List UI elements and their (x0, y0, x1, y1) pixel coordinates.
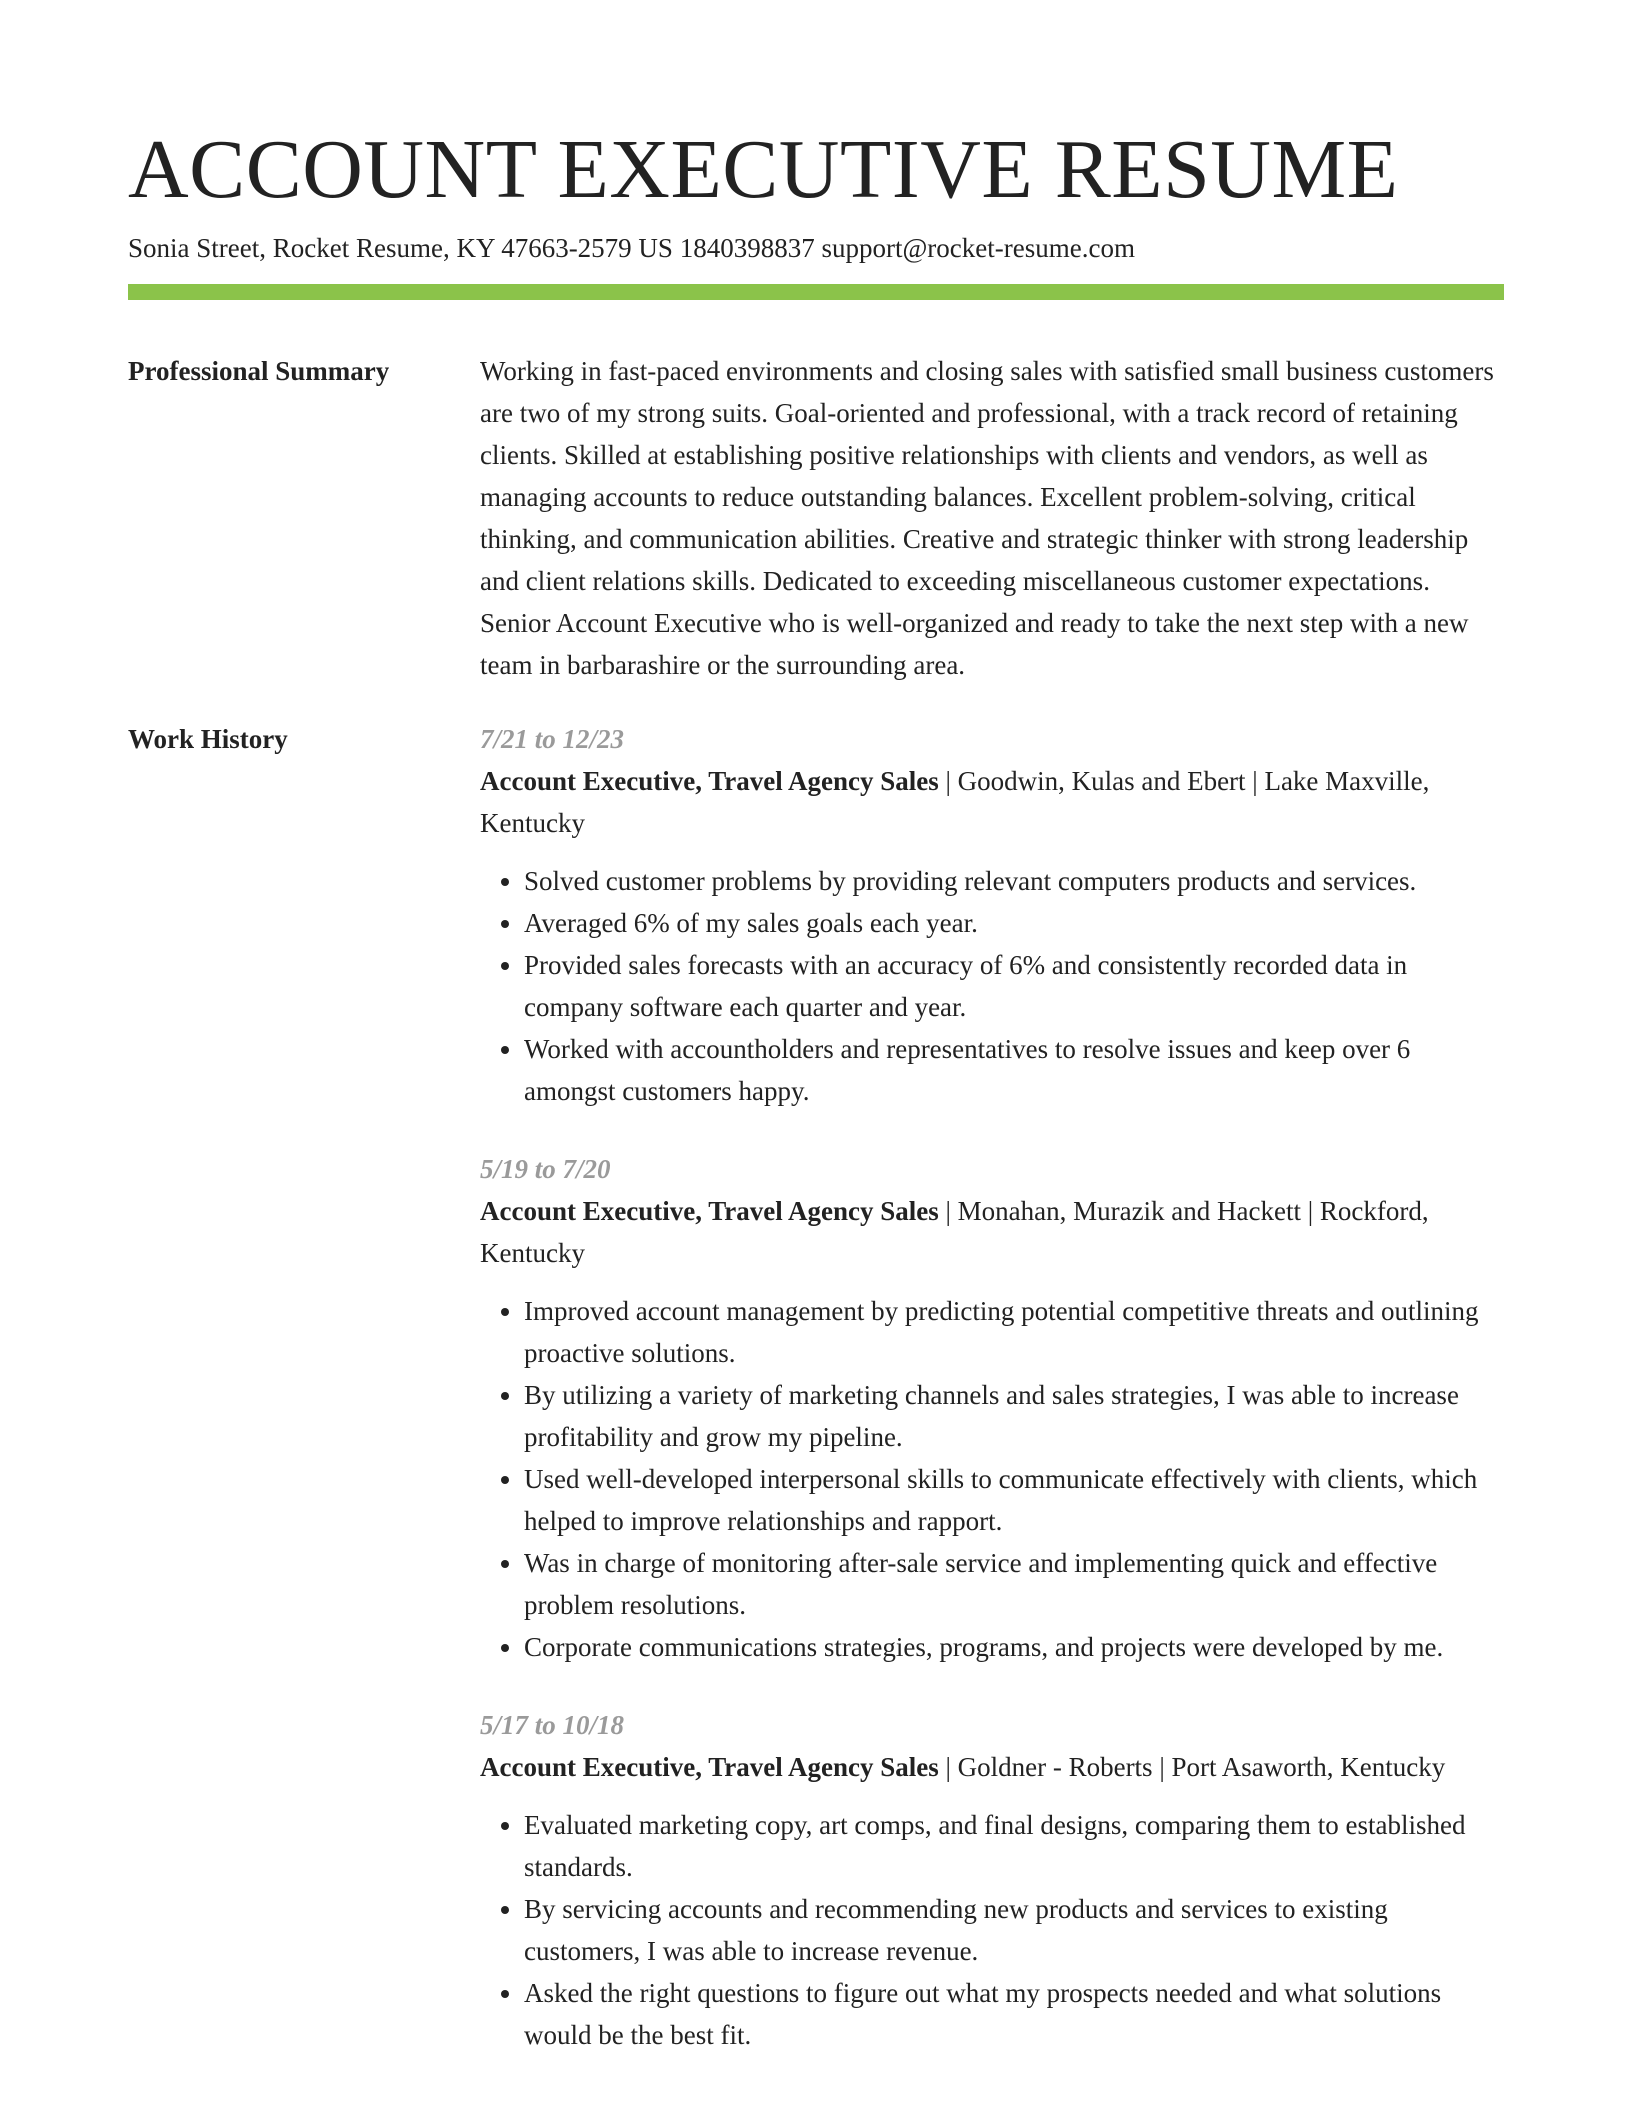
contact-info: Sonia Street, Rocket Resume, KY 47663-2579 US 1840398837 support@rocket-resume.com (128, 233, 1135, 263)
job-details: | Goodwin, Kulas and Ebert | Lake Maxville, Kentucky (480, 766, 1430, 838)
job-details: | Monahan, Murazik and Hackett | Rockford, Kentucky (480, 1196, 1429, 1268)
page-title: ACCOUNT EXECUTIVE RESUME (128, 123, 1399, 216)
job-bullets (480, 1290, 1504, 1668)
job-bullets (480, 1804, 1504, 2056)
work-history-heading: Work History (128, 724, 288, 754)
summary-section (128, 350, 1504, 686)
list-item: • Solved customer problems by providing relevant computers products and services. (524, 860, 1504, 902)
job-entry (480, 718, 1504, 1112)
job-dates: 5/17 to 10/18 (480, 1710, 625, 1740)
job-heading (480, 760, 1504, 844)
job-heading (480, 1190, 1504, 1274)
job-title: Account Executive, Travel Agency Sales (480, 1196, 939, 1226)
list-item: • Corporate communications strategies, programs, and projects were developed by me. (524, 1626, 1504, 1668)
job-bullets (480, 860, 1504, 1112)
job-title: Account Executive, Travel Agency Sales (480, 766, 939, 796)
list-item: • Used well-developed interpersonal skills to communicate effectively with clients, which helped to improve relationships and rapport. (524, 1458, 1504, 1542)
job-dates: 5/19 to 7/20 (480, 1154, 611, 1184)
list-item: • Asked the right questions to figure out what my prospects needed and what solutions would be the best fit. (524, 1972, 1504, 2056)
job-entry (480, 1148, 1504, 1668)
summary-heading: Professional Summary (128, 356, 390, 386)
list-item: • Evaluated marketing copy, art comps, and final designs, comparing them to established standards. (524, 1804, 1504, 1888)
work-history-section (128, 718, 1504, 2092)
job-title: Account Executive, Travel Agency Sales (480, 1752, 939, 1782)
job-details: | Goldner - Roberts | Port Asaworth, Kentucky (938, 1752, 1446, 1782)
job-dates: 7/21 to 12/23 (480, 724, 625, 754)
job-entry (480, 1704, 1504, 2056)
job-heading (480, 1746, 1504, 1788)
list-item: • By servicing accounts and recommending new products and services to existing customers, I was able to increase revenue. (524, 1888, 1504, 1972)
list-item: • Worked with accountholders and representatives to resolve issues and keep over 6 amongst customers happy. (524, 1028, 1504, 1112)
list-item: • Was in charge of monitoring after-sale service and implementing quick and effective problem resolutions. (524, 1542, 1504, 1626)
list-item: • By utilizing a variety of marketing channels and sales strategies, I was able to increase profitability and grow my pipeline. (524, 1374, 1504, 1458)
summary-text: Working in fast-paced environments and closing sales with satisfied small business customers are two of my strong suits. Goal-oriented and professional, with a track record of retaining clients. Skilled at establishing positive relationships with clients and vendors, as well as managing accounts to reduce outstanding balances. Excellent problem-solving, critical thinking, and communication abilities. Creative and strategic thinker with strong leadership and client relations skills. Dedicated to exceeding miscellaneous customer expectations. Senior Account Executive who is well-organized and ready to take the next step with a new team in barbarashire or the surrounding area. (480, 356, 1494, 680)
header-divider (128, 284, 1504, 300)
resume-page (128, 120, 1504, 2092)
list-item: • Averaged 6% of my sales goals each year. (524, 902, 1504, 944)
list-item: • Provided sales forecasts with an accuracy of 6% and consistently recorded data in company software each quarter and year. (524, 944, 1504, 1028)
job-list (480, 718, 1504, 2092)
list-item: • Improved account management by predicting potential competitive threats and outlining proactive solutions. (524, 1290, 1504, 1374)
